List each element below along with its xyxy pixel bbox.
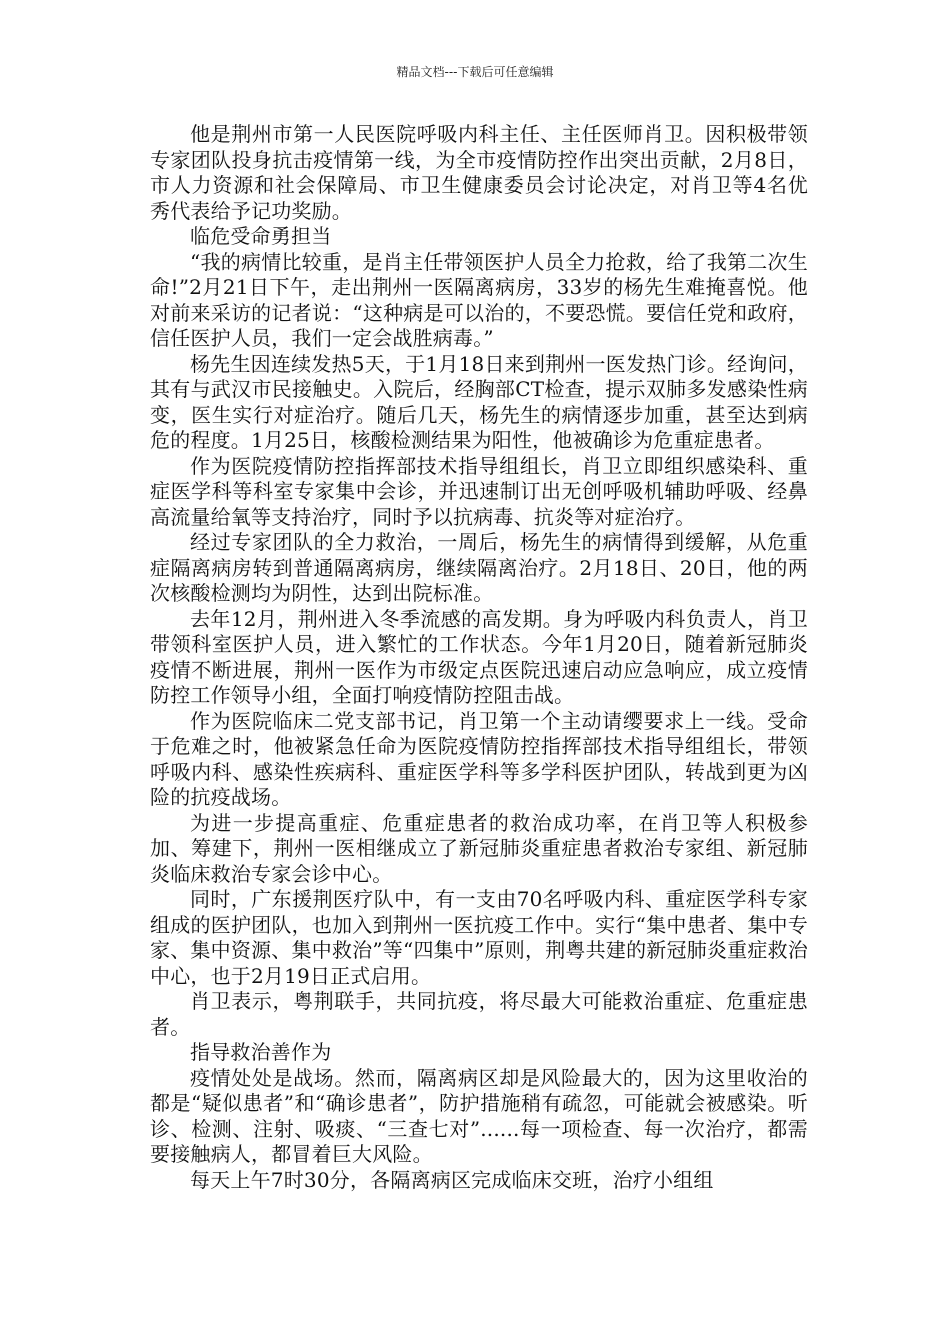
article-body (150, 122, 808, 1193)
paragraph-risk: 疫情处处是战场。然而，隔离病区却是风险最大的，因为这里收治的都是“疑似患者”和“确诊患者”，防护措施稍有疏忽，可能就会被感染。听诊、检测、注射、吸痰、“三查七对”......每一项检查、每一次治疗，都需要接触病人，都冒着巨大风险。 (150, 1065, 808, 1166)
paragraph-daily-routine: 每天上午7时30分，各隔离病区完成临床交班，治疗小组组 (190, 1167, 714, 1192)
paragraph-guangdong-team: 同时，广东援荆医疗队中，有一支由70名呼吸内科、重症医学科专家组成的医护团队，也加入到荆州一医抗疫工作中。实行“集中患者、集中专家、集中资源、集中救治”等“四集中”原则，荆粤共建的新冠肺炎重症救治中心，也于2月19日正式启用。 (150, 887, 808, 988)
paragraph-quote: “我的病情比较重，是肖主任带领医护人员全力抢救，给了我第二次生命!”2月21日下午，走出荆州一医隔离病房，33岁的杨先生难掩喜悦。他对前来采访的记者说：“这种病是可以治的，不要恐慌。要信任党和政府，信任医护人员，我们一定会战胜病毒。” (150, 249, 808, 350)
paragraph-flu-season: 去年12月，荆州进入冬季流感的高发期。身为呼吸内科负责人，肖卫带领科室医护人员，进入繁忙的工作状态。今年1月20日，随着新冠肺炎疫情不断进展，荆州一医作为市级定点医院迅速启动应急响应，成立疫情防控工作领导小组，全面打响疫情防控阻击战。 (150, 606, 808, 707)
paragraph-intro: 他是荆州市第一人民医院呼吸内科主任、主任医师肖卫。因积极带领专家团队投身抗击疫情第一线，为全市疫情防控作出突出贡献，2月8日，市人力资源和社会保障局、市卫生健康委员会讨论决定，对肖卫等4名优秀代表给予记功奖励。 (150, 122, 808, 223)
paragraph-admission: 杨先生因连续发热5天，于1月18日来到荆州一医发热门诊。经询问，其有与武汉市民接触史。入院后，经胸部CT检查，提示双肺多发感染性病变，医生实行对症治疗。随后几天，杨先生的病情逐步加重，甚至达到病危的程度。1月25日，核酸检测结果为阳性，他被确诊为危重症患者。 (150, 351, 808, 452)
paragraph-consultation: 作为医院疫情防控指挥部技术指导组组长，肖卫立即组织感染科、重症医学科等科室专家集中会诊，并迅速制订出无创呼吸机辅助呼吸、经鼻高流量给氧等支持治疗，同时予以抗病毒、抗炎等对症治疗。 (150, 453, 808, 529)
page-header: 精品文档---下载后可任意编辑 (396, 65, 554, 79)
paragraph-frontline: 作为医院临床二党支部书记，肖卫第一个主动请缨要求上一线。受命于危难之时，他被紧急任命为医院疫情防控指挥部技术指导组组长，带领呼吸内科、感染性疾病科、重症医学科等多学科医护团队，转战到更为凶险的抗疫战场。 (150, 708, 808, 809)
paragraph-statement: 肖卫表示，粤荆联手，共同抗疫，将尽最大可能救治重症、危重症患者。 (150, 989, 808, 1039)
paragraph-expert-group: 为进一步提高重症、危重症患者的救治成功率，在肖卫等人积极参加、筹建下，荆州一医相继成立了新冠肺炎重症患者救治专家组、新冠肺炎临床救治专家会诊中心。 (150, 810, 808, 886)
section-heading-2: 指导救治善作为 (190, 1040, 332, 1064)
section-heading-1: 临危受命勇担当 (190, 224, 332, 248)
paragraph-recovery: 经过专家团队的全力救治，一周后，杨先生的病情得到缓解，从危重症隔离病房转到普通隔离病房，继续隔离治疗。2月18日、20日，他的两次核酸检测均为阴性，达到出院标准。 (150, 530, 808, 605)
